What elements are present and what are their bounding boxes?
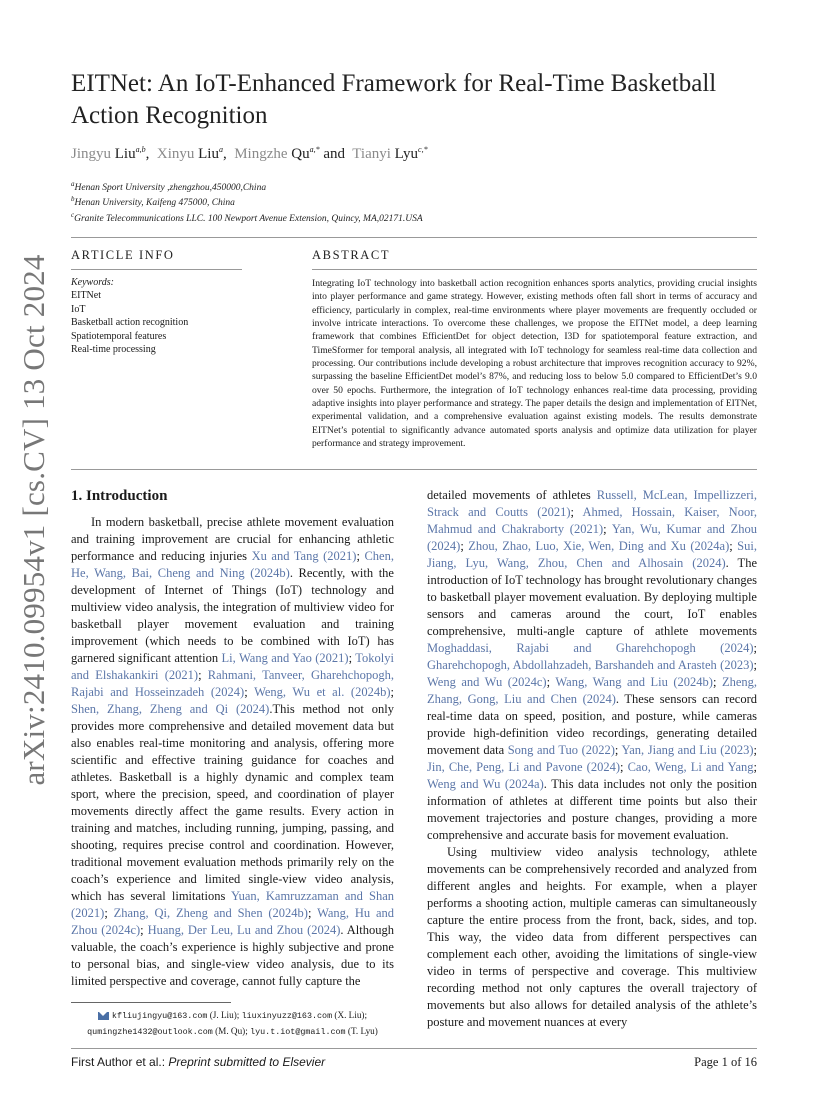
body-text: . Although valuable, the coach’s experience is highly subjective and prone to personal bias, and single-view video analysis, due to its limited perspective and coverage, cannot fully capture the: [71, 923, 394, 988]
citation-link[interactable]: Wang, Hu and Zhou (2024c): [71, 906, 395, 937]
citation-link[interactable]: Jin, Che, Peng, Li and Pavone (2024): [427, 760, 620, 774]
body-text: . Recently, with the development of Internet of Things (IoT) technology and multiview video analysis, the integration of multiview video for basketball player movement evaluation and training improvement (which needs to be combined with IoT) has garnered significant attention: [71, 566, 394, 665]
body-text: detailed movements of athletes: [427, 488, 597, 502]
body-text: ;: [753, 641, 757, 655]
body-text: ;: [140, 923, 148, 937]
abstract-text: Integrating IoT technology into basketball action recognition enhances sports analytics, providing crucial insights into player performance and game strategy. However, existing methods often fall short in terms of accuracy and efficiency, particularly in complex, real-time environments where player movements are frequently occluded or involve intricate interactions. To overcome these challenges, we propose the EITNet model, a deep learning framework that combines EfficientDet for object detection, I3D for spatiotemporal feature extraction, and TimeSformer for temporal analysis, all integrated with IoT technology for seamless real-time data collection and processing. Our contributions include developing a robust architecture that improves recognition accuracy to 92%, surpassing the baseline EfficientDet model’s 87%, and reducing loss to below 5.0 compared to EfficientDet’s 9.0 over 50 epochs. Furthermore, the integration of IoT technology enhances real-time data processing, providing adaptive insights into player performance and strategy. The paper details the design and implementation of EITNet, experimental validation, and a comprehensive evaluation against existing models. The results demonstrate EITNet’s potential to significantly advance automated sports analysis and optimize data utilization for player performance and strategy improvement.: [312, 278, 757, 450]
footer-divider: [71, 1048, 757, 1049]
body-column-left: [71, 514, 394, 990]
email-link[interactable]: liuxinyuzz@163.com: [241, 1011, 333, 1021]
section-heading-introduction: 1. Introduction: [71, 488, 168, 504]
keyword: IoT: [71, 303, 86, 315]
citation-link[interactable]: Yan, Jiang and Liu (2023): [621, 743, 754, 757]
citation-link[interactable]: Cao, Weng, Li and Yang: [627, 760, 754, 774]
body-column-right: [427, 487, 757, 1031]
body-text: ;: [356, 549, 365, 563]
citation-link[interactable]: Song and Tuo (2022): [507, 743, 615, 757]
citation-link[interactable]: Wang, Wang and Liu (2024b): [555, 675, 713, 689]
body-text: ;: [104, 906, 114, 920]
abstract-heading: ABSTRACT: [312, 248, 391, 262]
keyword: Basketball action recognition: [71, 317, 189, 329]
author: Mingzhe $Qu^{a,*}$: [234, 145, 320, 162]
body-paragraph: [71, 514, 394, 990]
citation-link[interactable]: Xu and Tang (2021): [251, 549, 357, 563]
citation-link[interactable]: Huang, Der Leu, Lu and Zhou (2024): [147, 923, 341, 937]
body-text: ;: [603, 522, 612, 536]
citation-link[interactable]: Zhang, Qi, Zheng and Shen (2024b): [113, 906, 308, 920]
article-info-rule: [71, 269, 242, 270]
email-link[interactable]: kfliujingyu@163.com: [111, 1011, 208, 1021]
body-text: ;: [753, 743, 757, 757]
footer-preprint-note: First Author et al.: Preprint submitted to Elsevier: [71, 1055, 326, 1069]
citation-link[interactable]: Sui, Jiang, Lyu, Wang, Zhou, Chen and Alhosain (2024): [427, 539, 757, 570]
body-text: ;: [729, 539, 738, 553]
citation-link[interactable]: Zheng, Zhang, Gong, Liu and Chen (2024): [427, 675, 758, 706]
page-number: Page 1 of 16: [694, 1055, 757, 1069]
corresponding-emails: kfliujingyu@163.com (J. Liu); liuxinyuzz@163.com (X. Liu); qumingzhe1432@outlook.com (M. Qu); lyu.t.iot@gmail.com (T. Lyu): [87, 1010, 378, 1037]
arxiv-identifier: arXiv:2410.09954v1 [cs.CV] 13 Oct 2024: [16, 254, 51, 786]
citation-link[interactable]: Rahmani, Tanveer, Gharehchopogh, Rajabi and Hosseinzadeh (2024): [71, 668, 394, 699]
citation-link[interactable]: Ahmed, Hossain, Kaiser, Noor, Mahmud and Chakraborty (2021): [427, 505, 757, 536]
arxiv-side-stamp: [12, 254, 56, 786]
body-text: ;: [753, 658, 757, 672]
citation-link[interactable]: Tokolyi and Elshakankiri (2021): [71, 651, 395, 682]
citation-link[interactable]: Zhou, Zhao, Luo, Xie, Wen, Ding and Xu (2024a): [468, 539, 730, 553]
body-text: ;: [460, 539, 469, 553]
citation-link[interactable]: Moghaddasi, Rajabi and Gharehchopogh (2024): [427, 641, 754, 655]
header-divider: [71, 237, 757, 238]
body-text: In modern basketball, precise athlete movement evaluation and training improvement are crucial for enhancing athletic performance and reducing injuries: [71, 515, 394, 563]
citation-link[interactable]: Weng and Wu (2024c): [427, 675, 547, 689]
body-text: ;: [614, 743, 622, 757]
author: Tianyi Lyu$^{c,*}$: [352, 145, 428, 162]
citation-link[interactable]: Chen, He, Wang, Bai, Cheng and Ning (2024b): [71, 549, 394, 580]
citation-link[interactable]: Gharehchopogh, Abdollahzadeh, Barshandeh and Arasteh (2023): [427, 658, 754, 672]
abstract-rule: [312, 269, 757, 270]
keywords-block: [71, 276, 188, 356]
email-icon: [98, 1012, 109, 1020]
body-text: .This method not only provides more comprehensive and detailed movement data but also enables real-time monitoring and analysis, offering more scientific and effective training guidance for coaches and athletes. Basketball is a highly dynamic and complex team sport, where the precision, speed, and coordination of player movements directly affect the game results. Every action in training and matches, including running, jumping, passing, and shooting, requires precise control and coordination. However, traditional movement evaluation methods primarily rely on the coach’s experience and limited single-view video analysis, which has several limitations: [71, 702, 394, 903]
article-info-heading: ARTICLE INFO: [71, 248, 175, 262]
body-text: . This data includes not only the position information of athletes at different time points but also their movement trajectories and posture changes, providing a more comprehensive and accurate basis for movement evaluation.: [427, 777, 757, 842]
email-link[interactable]: qumingzhe1432@outlook.com: [87, 1027, 213, 1037]
paper-title: EITNet: An IoT-Enhanced Framework for Real-Time Basketball Action Recognition: [71, 70, 717, 129]
keyword: Real-time processing: [71, 344, 156, 356]
email-link[interactable]: lyu.t.iot@gmail.com: [250, 1027, 346, 1037]
body-text: ;: [244, 685, 255, 699]
body-paragraph: Using multiview video analysis technology, athlete movements can be comprehensively recorded and analyzed from different angles and heights. For example, when a player performs a shooting action, multiple cameras can simultaneously capture the entire process from the front, back, sides, and top. This way, the video data from different perspectives can complement each other, avoiding the limitations of single-view video in terms of perspective and coverage. This multiview recording method not only captures the overall trajectory of movements but also allows for detailed analysis of the athlete’s posture and movement nuances at every: [427, 845, 757, 1029]
body-text: ;: [570, 505, 583, 519]
citation-link[interactable]: Russell, McLean, Impellizzeri, Strack and Coutts (2021): [427, 488, 757, 519]
body-text: . The introduction of IoT technology has brought revolutionary changes to basketball player movement evaluation. By deploying multiple sensors and cameras around the court, IoT enables comprehensive, multi-angle capture of athlete movements: [427, 556, 757, 638]
citation-link[interactable]: Yan, Wu, Kumar and Zhou (2024): [427, 522, 757, 553]
keyword: Spatiotemporal features: [71, 330, 167, 342]
author: Xinyu Liu$^a$,: [156, 145, 227, 162]
body-text: ;: [307, 906, 318, 920]
keywords-label: Keywords:: [71, 277, 114, 288]
citation-link[interactable]: Shen, Zhang, Zheng and Qi (2024): [71, 702, 270, 716]
body-text: ;: [712, 675, 722, 689]
body-text: ;: [198, 668, 208, 682]
body-text: ;: [753, 760, 757, 774]
body-text: ;: [546, 675, 556, 689]
body-paragraph: [427, 487, 757, 844]
body-text: ;: [619, 760, 628, 774]
author-list: Jingyu Liu$^{a,b}$, Xinyu Liu$^a$, Mingzhe $Qu^{a,*}$ and Tianyi Lyu$^{c,*}$: [71, 145, 428, 162]
affiliation: $^b$Henan University, Kaifeng 475000, China: [71, 195, 235, 209]
body-text: ;: [390, 685, 394, 699]
affiliation: $^a$Henan Sport University ,zhengzhou,450000,China: [71, 180, 267, 194]
keyword: EITNet: [71, 290, 101, 302]
citation-link[interactable]: Li, Wang and Yao (2021): [221, 651, 349, 665]
author: Jingyu Liu$^{a,b}$,: [71, 145, 150, 162]
citation-link[interactable]: Weng, Wu et al. (2024b): [254, 685, 391, 699]
body-text: . These sensors can record real-time data on speed, position, and posture, while cameras provide high-definition video recordings, generating detailed movement data: [427, 692, 758, 757]
footnote-rule: [71, 1002, 231, 1003]
body-text: ;: [348, 651, 356, 665]
citation-link[interactable]: Yuan, Kamruzzaman and Shan (2021): [71, 889, 394, 920]
abstract-divider: [71, 469, 757, 470]
citation-link[interactable]: Weng and Wu (2024a): [427, 777, 544, 791]
affiliation: $^c$Granite Telecommunications LLC. 100 Newport Avenue Extension, Quincy, MA,02171.USA: [71, 211, 423, 225]
